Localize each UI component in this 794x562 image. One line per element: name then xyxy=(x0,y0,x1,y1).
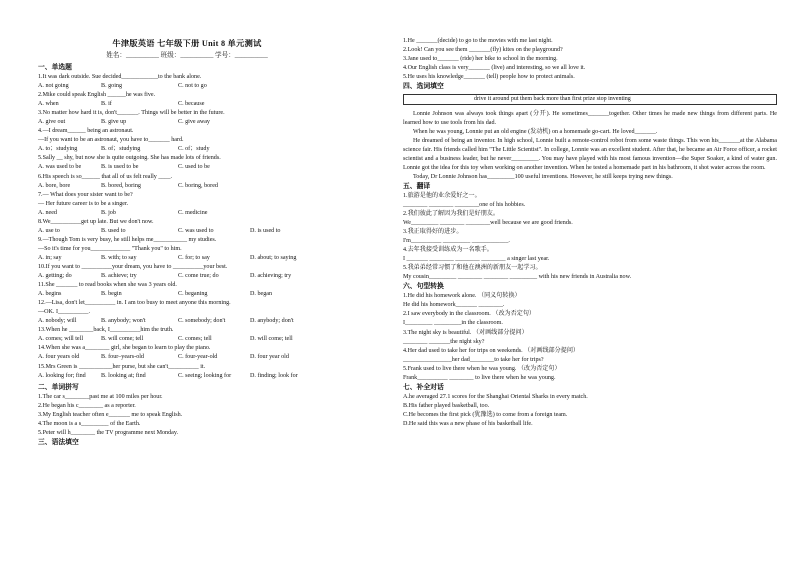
options-row xyxy=(38,335,336,344)
option-b: B. is used to be xyxy=(101,164,139,171)
option-b: B. going xyxy=(101,83,122,90)
options-row xyxy=(38,82,336,91)
dialogue-option: B.His father played basketball, too. xyxy=(403,402,490,409)
dialogue-option: A.he averaged 27.1 scores for the Shanghai Oriental Sharks in every match. xyxy=(403,393,588,400)
options-row xyxy=(38,118,336,127)
option-d: D. four year old xyxy=(250,354,289,361)
transform-line: 5.Frank used to live there when he was young. （改为否定句） xyxy=(403,365,561,372)
question-stem: —So it's time for you_____________ "Thank you" to him. xyxy=(38,245,182,252)
option-b: B. will come; tell xyxy=(101,336,144,343)
word-box: drive it around put them back more than first prize stop inventing xyxy=(403,94,777,105)
right-column xyxy=(403,0,777,429)
question-stem: 9.—Though Tom is very busy, he still helps me___________ my studies. xyxy=(38,236,217,243)
spelling-item: 1.The car s________past me at 100 miles per hour. xyxy=(38,393,163,400)
option-d: D. finding; look for xyxy=(250,372,298,379)
options-row xyxy=(38,182,336,191)
translation-line: I _______ ________ ________ ________ a singer last year. xyxy=(403,256,550,263)
passage-paragraph: When he was young, Lonnie put an old engine (发动机) on a homemade go-cart. He loved_______. xyxy=(413,129,658,136)
section-heading: 七、补全对话 xyxy=(403,383,444,391)
options-row xyxy=(38,227,336,236)
student-info-line: 姓名：__________ 班级：__________ 学号：__________ xyxy=(106,52,268,59)
translation-line: 3.我正取得好的进步。 xyxy=(403,229,463,236)
section-heading: 二、单词拼写 xyxy=(38,383,79,391)
question-stem: 1.It was dark outside. Sue decided____________to the bank alone. xyxy=(38,74,202,80)
question-stem: —OK. I__________. xyxy=(38,309,90,316)
option-c: C. of；study xyxy=(178,146,210,153)
option-a: A. nobody; will xyxy=(38,318,77,325)
option-a: A. comes; will tell xyxy=(38,336,84,343)
grammar-item: 2.Look! Can you see them _______(fly) kites on the playground? xyxy=(403,47,563,54)
option-b: B. job xyxy=(101,209,116,216)
reading-passage xyxy=(403,110,777,182)
grammar-item: 5.He uses his knowledge_______ (tell) people how to protect animals. xyxy=(403,74,575,81)
option-c: C. comes; tell xyxy=(178,336,212,343)
spelling-item: 4.The moon is a s_________ of the Earth. xyxy=(38,420,141,427)
option-d: D. about; to saying xyxy=(250,254,297,261)
passage-paragraph: He dreamed of being an inventor. In high school, Lonnie built a remote-control robot from some waste things. This won his_______at the Alabama science fair. His friends called him "The Little Scientist". In college, Lonnie was an excellent student. After that, he became an Air Force officer, a rocket scientist and a business leader, but he never_________. You may have played with his most famous invention—the Super Soaker, a kind of water gun. Lonnie got the idea for this toy when working on another invention. When he tested a homemade part in his bathroom, it shot water across the room. xyxy=(403,138,777,171)
spelling-item: 2.He began his c________ as a reporter. xyxy=(38,402,136,409)
dialogue-options-list xyxy=(403,393,777,429)
spelling-item: 3.My English teacher often e_______ me to speak English. xyxy=(38,411,183,418)
option-b: B. used to xyxy=(101,227,126,234)
option-c: C. boring, bored xyxy=(178,182,218,189)
question-stem: 8.We__________get up late. But we don't now. xyxy=(38,218,154,225)
multiple-choice-list xyxy=(38,73,336,381)
section-heading: 六、句型转换 xyxy=(403,283,444,291)
passage-paragraph: Today, Dr Lonnie Johnson has_________100 useful inventions. However, he still keeps trying new things. xyxy=(413,173,673,180)
transform-line: ________ _______the night sky? xyxy=(403,338,485,345)
option-b: B. bored, boring xyxy=(101,182,141,189)
option-a: A. not going xyxy=(38,83,69,90)
option-c: C. was used to xyxy=(178,227,214,234)
option-c: C. not to go xyxy=(178,83,207,90)
option-a: A. begins xyxy=(38,291,62,298)
transform-line: 4.Her dad used to take her for trips on weekends. （对画线部分提问） xyxy=(403,347,580,354)
option-c: C. give away xyxy=(178,119,210,126)
section-heading: 一、单选题 xyxy=(38,64,72,71)
translation-line: ________ ________ ________one of his hobbies. xyxy=(403,201,526,208)
option-a: A. was used to be xyxy=(38,164,82,171)
option-a: A. use to xyxy=(38,227,60,234)
question-stem: —If you want to be an astronaut, you have to_______ hard. xyxy=(38,137,184,144)
options-row xyxy=(38,145,336,154)
dialogue-option: D.He said this was a new phase of his basketball life. xyxy=(403,420,533,427)
transform-line: I_________ _________in the classroom. xyxy=(403,320,503,327)
option-c: C. come true; do xyxy=(178,273,219,280)
translation-line: 2.我们彼此了解因为我们是好朋友。 xyxy=(403,210,499,217)
question-stem: 3.No matter how hard it is, don't_______. Things will be better in the future. xyxy=(38,110,225,117)
options-row xyxy=(38,209,336,218)
sentence-transform-list xyxy=(403,292,777,382)
option-a: A. need xyxy=(38,209,57,216)
option-b: B. looking at; find xyxy=(101,372,146,379)
option-b: B. of；studying xyxy=(101,146,141,153)
spelling-list xyxy=(38,393,336,438)
left-column xyxy=(38,0,336,448)
transform-line: He did his homework_______ ________. xyxy=(403,302,505,309)
dialogue-option: C.He becomes the first pick (犹豫选) to come from a foreign team. xyxy=(403,411,568,418)
options-row xyxy=(38,353,336,362)
question-stem: 7.— What does your sister want to be? xyxy=(38,191,133,198)
options-row xyxy=(38,254,336,263)
transform-line: 2.I saw everybody in the classroom. （改为否定句） xyxy=(403,311,536,318)
grammar-fill-list xyxy=(403,37,777,82)
options-row xyxy=(38,163,336,172)
translation-line: 1.旅游是他的业余爱好之一。 xyxy=(403,192,481,199)
option-b: B. with; to say xyxy=(101,254,137,261)
option-d: D. began xyxy=(250,291,272,298)
option-d: D. will come; tell xyxy=(250,336,293,343)
option-c: C. four-year-old xyxy=(178,354,218,361)
option-c: C. medicine xyxy=(178,209,208,216)
option-c: C. for; to say xyxy=(178,254,210,261)
translation-line: 4.去年我接受训练成为一名歌手。 xyxy=(403,247,493,254)
option-a: A. looking for; find xyxy=(38,372,86,379)
transform-line: Frank__________ ________ to live there when he was young. xyxy=(403,374,556,381)
option-b: B. if xyxy=(101,101,112,108)
question-stem: 2.Mike could speak English ______he was five. xyxy=(38,92,156,99)
option-b: B. begin xyxy=(101,291,122,298)
option-c: C. used to be xyxy=(178,164,210,171)
option-c: C. somebody; don't xyxy=(178,318,226,325)
option-a: A. four years old xyxy=(38,354,80,361)
translation-line: My cousin_________ ________ ________ _________ with his new friends in Australia now. xyxy=(403,274,632,281)
question-stem: — Her future career is to be a singer. xyxy=(38,200,129,207)
grammar-item: 3.Jane used to_______ (ride) her bike to school in the morning. xyxy=(403,56,558,63)
option-a: A. give out xyxy=(38,119,66,126)
options-row xyxy=(38,372,336,381)
option-a: A. to；studying xyxy=(38,146,78,153)
option-c: C. seeing; looking for xyxy=(178,372,232,379)
option-a: A. in; say xyxy=(38,254,62,261)
question-stem: 11.She _______ to read books when she was 3 years old. xyxy=(38,282,177,289)
section-heading: 五、翻译 xyxy=(403,182,431,190)
option-b: B. anybody; won't xyxy=(101,318,146,325)
question-stem: 4.—I dream______ being an astronaut. xyxy=(38,128,134,135)
question-stem: 15.Mrs Green is ___________her purse, but she can't__________ it. xyxy=(38,363,206,370)
options-row xyxy=(38,290,336,299)
option-a: A. getting; do xyxy=(38,273,72,280)
options-row xyxy=(38,317,336,326)
option-b: B. give up xyxy=(101,119,127,126)
question-stem: 13.When he ________back, I__________him the truth. xyxy=(38,327,174,334)
transform-line: ________________her dad________to take her for trips? xyxy=(403,356,544,363)
option-b: B. achieve; try xyxy=(101,273,137,280)
options-row xyxy=(38,100,336,109)
options-row xyxy=(38,272,336,281)
question-stem: 10.If you want to __________your dream, you have to __________your best. xyxy=(38,263,228,270)
question-stem: 14.When she was a________ girl, she began to learn to play the piano. xyxy=(38,345,211,352)
question-stem: 6.His speech is so______ that all of us felt really ____. xyxy=(38,173,173,180)
translation-line: I'm__________ _________ ____________. xyxy=(403,238,510,245)
question-stem: 5.Sally __ shy, but now she is quite outgoing. She has made lots of friends. xyxy=(38,155,221,162)
page-title: 牛津版英语 七年级下册 Unit 8 单元测试 xyxy=(112,39,262,48)
option-d: D. achieving; try xyxy=(250,273,292,280)
option-d: D. anybody; don't xyxy=(250,318,294,325)
option-b: B. four–years-old xyxy=(101,354,144,361)
translation-line: 5.我弟弟经常习惯了和他在澳洲的新朋友一起学习。 xyxy=(403,265,542,272)
transform-line: 1.He did his homework alone. （同义句转换） xyxy=(403,293,521,300)
grammar-item: 4.Our English class is very_______ (live) and interesting, so we all love it. xyxy=(403,65,586,72)
passage-paragraph: Lonnie Johnson was always took things apart (分开). He sometimes_______together. Other times he made new things from different parts. He learned how to use tools from his dad. xyxy=(403,111,777,127)
grammar-item: 1.He _______(decide) to go to the movies with me last night. xyxy=(403,38,553,44)
option-a: A. when xyxy=(38,101,59,108)
spelling-item: 5.Peter will h________ the TV programme next Monday. xyxy=(38,429,179,436)
translation-list xyxy=(403,192,777,282)
transform-line: 3.The night sky is beautiful. （对画线部分提问） xyxy=(403,329,528,336)
option-d: D. is used to xyxy=(250,227,281,234)
question-stem: 12.—Lisa, don't let__________ in. I am too busy to meet anyone this morning. xyxy=(38,300,231,307)
section-heading: 三、语法填空 xyxy=(38,438,79,446)
option-c: C. beganing xyxy=(178,291,208,298)
translation-line: We_________ ________ ________well because we are good friends. xyxy=(403,220,573,226)
option-c: C. because xyxy=(178,101,205,108)
section-heading: 四、选词填空 xyxy=(403,83,444,91)
option-a: A. bore, bore xyxy=(38,182,71,189)
